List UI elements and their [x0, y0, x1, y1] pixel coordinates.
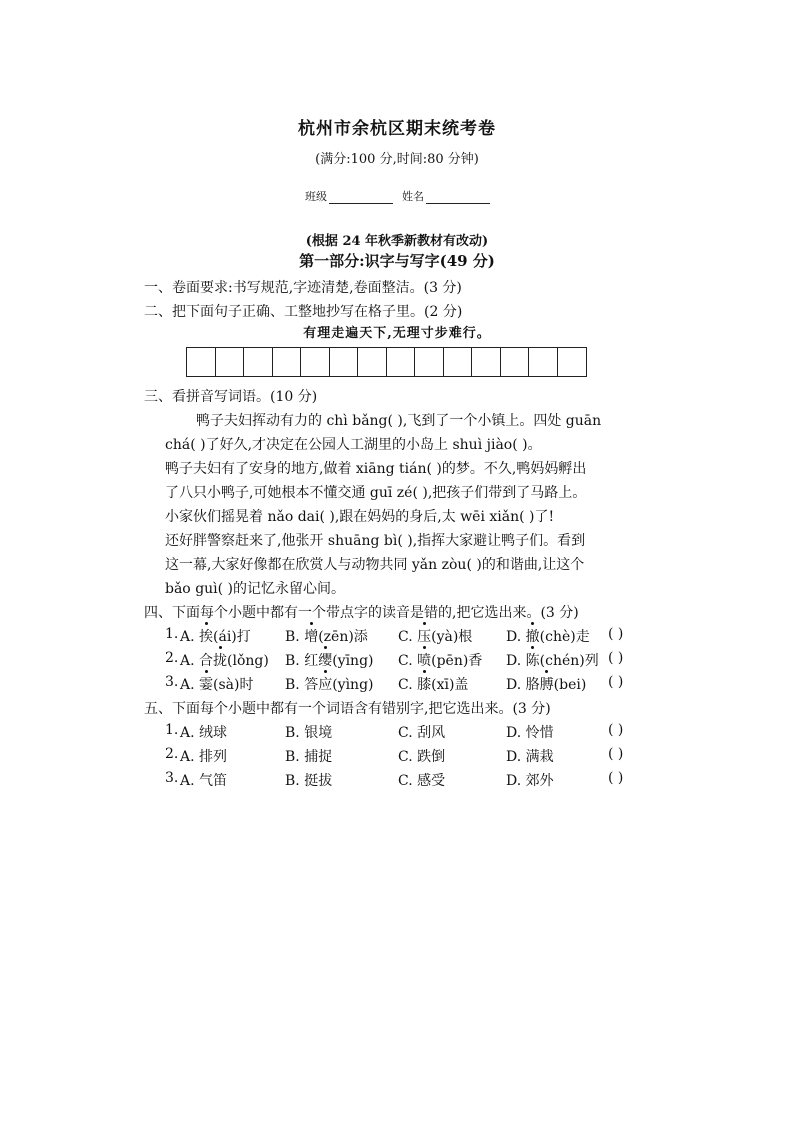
option[interactable]: D. 怜惜	[506, 725, 554, 741]
dotted-char: 膝	[417, 674, 431, 694]
page-title: 杭州市余杭区期末统考卷	[298, 119, 496, 139]
pinyin-line: 鸭子夫妇挥动有力的 chì bǎng( ),飞到了一个小镇上。四处 guān	[196, 413, 602, 429]
dotted-char: 陈	[526, 650, 540, 670]
option[interactable]: B. 银境	[285, 725, 333, 741]
option-text: (lǒng)	[227, 653, 269, 669]
pinyin-line: 小家伙们摇晃着 nǎo dai( ),跟在妈妈的身后,太 wēi xiǎn( )了!	[165, 509, 555, 525]
answer-blank[interactable]: ( )	[608, 770, 624, 786]
option[interactable]	[180, 674, 253, 694]
grid-cell[interactable]	[501, 348, 530, 376]
option-label: D.	[506, 653, 522, 669]
answer-blank[interactable]: ( )	[608, 746, 624, 762]
option-label: D.	[506, 629, 522, 645]
option-text: 合	[199, 653, 214, 669]
question-3-title: 三、看拼音写词语。(10 分)	[144, 389, 318, 405]
grid-cell[interactable]	[216, 348, 245, 376]
dotted-char: 压	[417, 626, 431, 646]
option-text: (yà)根	[431, 629, 473, 645]
option[interactable]	[285, 650, 374, 670]
option[interactable]	[506, 650, 599, 670]
pinyin-line: 这一幕,大家好像都在欣赏人与动物共同 yǎn zòu( )的和谐曲,让这个	[165, 557, 585, 573]
option-text: (yīng)	[332, 653, 374, 669]
name-blank[interactable]	[426, 191, 490, 204]
option-text: (chén)列	[539, 653, 599, 669]
class-label: 班级	[305, 190, 327, 203]
option[interactable]: C. 感受	[398, 773, 446, 789]
grid-cell[interactable]	[330, 348, 359, 376]
option[interactable]: D. 郊外	[506, 773, 554, 789]
pinyin-line: bǎo guì( )的记忆永留心间。	[165, 581, 346, 597]
option-label: D.	[506, 677, 522, 693]
option[interactable]: C. 跌倒	[398, 749, 446, 765]
pinyin-line: 了八只小鸭子,可她根本不懂交通 guī zé( ),把孩子们带到了马路上。	[165, 485, 587, 501]
option[interactable]	[285, 674, 374, 694]
dotted-char: 应	[318, 674, 332, 694]
option-label: A.	[180, 677, 195, 693]
grid-cell[interactable]	[387, 348, 416, 376]
option[interactable]	[180, 626, 251, 646]
dotted-char: 撤	[526, 626, 540, 646]
exam-meta: (满分:100 分,时间:80 分钟)	[315, 152, 479, 167]
name-label: 姓名	[402, 190, 424, 203]
grid-cell[interactable]	[301, 348, 330, 376]
option-label: C.	[398, 677, 413, 693]
dotted-char: 缨	[318, 650, 332, 670]
option-text: (xī)盖	[431, 677, 469, 693]
grid-cell[interactable]	[529, 348, 558, 376]
grid-cell[interactable]	[187, 348, 216, 376]
dotted-char: 增	[304, 626, 318, 646]
option[interactable]: C. 刮风	[398, 725, 446, 741]
option[interactable]	[180, 650, 269, 670]
item-number: 2.	[165, 650, 179, 666]
class-blank[interactable]	[329, 191, 393, 204]
option-text: (chè)走	[539, 629, 590, 645]
revision-note: (根据 24 年秋季新教材有改动)	[305, 234, 489, 249]
question-5-title: 五、下面每个小题中都有一个词语含有错别字,把它选出来。(3 分)	[144, 701, 551, 717]
option-label: A.	[180, 653, 195, 669]
option[interactable]	[398, 650, 482, 670]
option-text: 胳	[525, 677, 540, 693]
option-label: B.	[285, 677, 300, 693]
grid-cell[interactable]	[358, 348, 387, 376]
part-title: 第一部分:识字与写字(49 分)	[299, 252, 495, 270]
answer-blank[interactable]: ( )	[608, 674, 624, 690]
option[interactable]	[285, 626, 368, 646]
option[interactable]: D. 满栽	[506, 749, 554, 765]
dotted-char: 膊	[540, 674, 554, 694]
dotted-char: 喷	[417, 650, 431, 670]
item-number: 1.	[165, 722, 179, 738]
grid-cell[interactable]	[444, 348, 473, 376]
answer-blank[interactable]: ( )	[608, 722, 624, 738]
dotted-char: 霎	[199, 674, 213, 694]
dotted-char: 挨	[199, 626, 213, 646]
option-text: (yìng)	[332, 677, 374, 693]
option-label: B.	[285, 653, 300, 669]
option-label: A.	[180, 629, 195, 645]
option-label: B.	[285, 629, 300, 645]
grid-cell[interactable]	[273, 348, 302, 376]
option[interactable]: B. 捕捉	[285, 749, 333, 765]
option-text: (zēn)添	[318, 629, 368, 645]
option[interactable]	[398, 674, 468, 694]
pinyin-line: 还好胖警察赶来了,他张开 shuāng bì( ),指挥大家避让鸭子们。看到	[165, 533, 586, 549]
item-number: 2.	[165, 746, 179, 762]
item-number: 3.	[165, 770, 179, 786]
question-4-title: 四、下面每个小题中都有一个带点字的读音是错的,把它选出来。(3 分)	[144, 605, 579, 621]
class-field[interactable]	[305, 188, 393, 204]
dotted-char: 拢	[213, 650, 227, 670]
answer-blank[interactable]: ( )	[608, 650, 624, 666]
option[interactable]: A. 气笛	[180, 773, 228, 789]
option-text: 红	[304, 653, 319, 669]
item-number: 1.	[165, 626, 179, 642]
question-1: 一、卷面要求:书写规范,字迹清楚,卷面整洁。(3 分)	[144, 280, 462, 296]
option[interactable]: A. 绒球	[180, 725, 228, 741]
answer-blank[interactable]: ( )	[608, 626, 624, 642]
copy-sentence: 有理走遍天下,无理寸步难行。	[303, 326, 491, 341]
option[interactable]	[506, 626, 590, 646]
option-text: 答	[304, 677, 319, 693]
option-text: (bei)	[553, 677, 587, 693]
grid-cell[interactable]	[415, 348, 444, 376]
option[interactable]: A. 排列	[180, 749, 228, 765]
writing-grid[interactable]	[186, 347, 587, 377]
grid-cell[interactable]	[244, 348, 273, 376]
option[interactable]	[398, 626, 472, 646]
pinyin-line: 鸭子夫妇有了安身的地方,做着 xiāng tián( )的梦。不久,鸭妈妈孵出	[165, 461, 587, 477]
option-text: (ái)打	[213, 629, 251, 645]
name-field[interactable]	[402, 188, 490, 204]
option[interactable]	[506, 674, 586, 694]
option-text: (sà)时	[213, 677, 254, 693]
option[interactable]: B. 挺拔	[285, 773, 333, 789]
pinyin-line: chá( )了好久,才决定在公园人工湖里的小岛上 shuì jiào( )。	[165, 437, 542, 453]
question-2-title: 二、把下面句子正确、工整地抄写在格子里。(2 分)	[144, 304, 463, 320]
option-label: C.	[398, 629, 413, 645]
grid-cell[interactable]	[558, 348, 587, 376]
grid-cell[interactable]	[472, 348, 501, 376]
item-number: 3.	[165, 674, 179, 690]
option-label: C.	[398, 653, 413, 669]
option-text: (pēn)香	[431, 653, 483, 669]
